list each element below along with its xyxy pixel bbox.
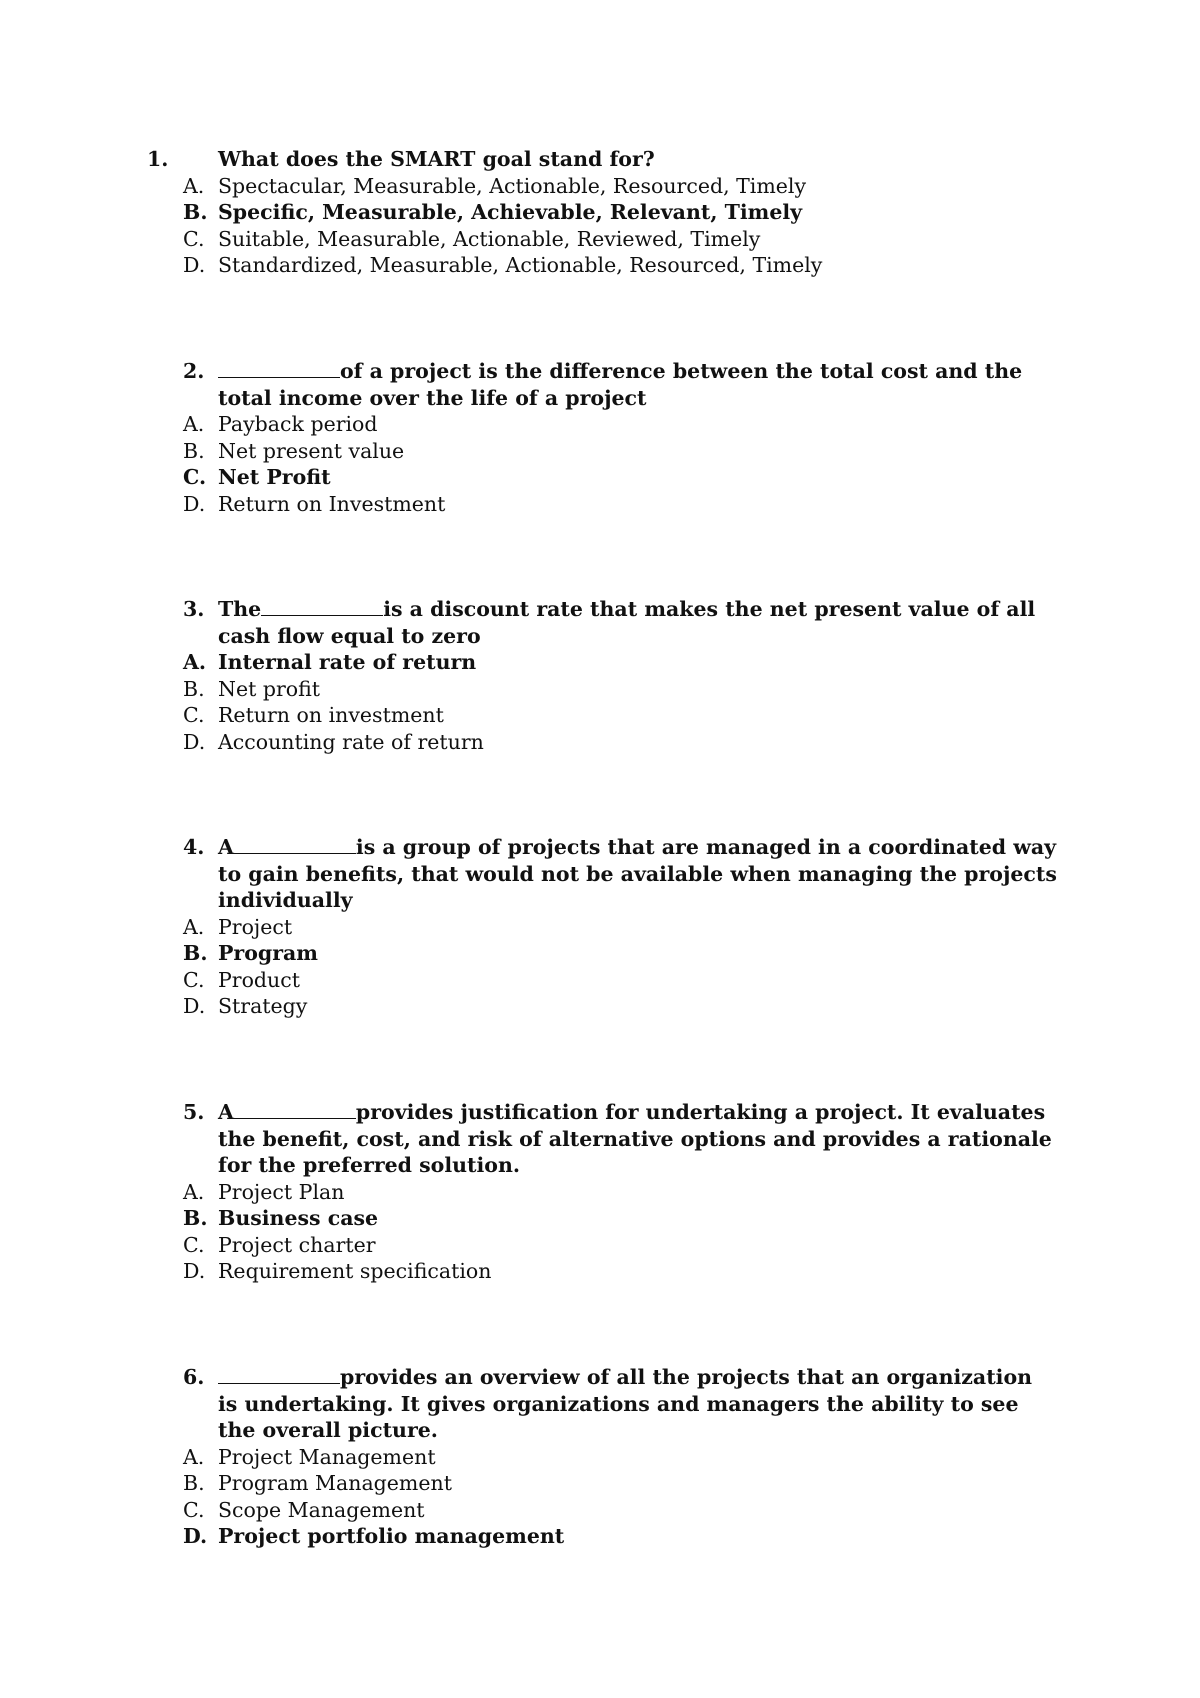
option-b bbox=[0, 676, 1200, 703]
question-text bbox=[218, 1099, 1058, 1179]
option-text: Accounting rate of return bbox=[218, 729, 484, 754]
option-d bbox=[0, 252, 1200, 279]
option-letter: C. bbox=[183, 703, 205, 727]
answer-blank bbox=[234, 1100, 356, 1119]
question-number: 6. bbox=[183, 1365, 205, 1389]
option-letter: A. bbox=[183, 914, 205, 939]
option-letter: D. bbox=[183, 491, 206, 516]
question-text bbox=[218, 146, 1058, 173]
option-letter: D. bbox=[183, 1524, 208, 1548]
question-header bbox=[0, 1099, 1200, 1179]
question-1 bbox=[0, 146, 1200, 279]
question-header bbox=[0, 358, 1200, 411]
option-letter: D. bbox=[183, 1259, 206, 1283]
question-text-before: The bbox=[218, 597, 262, 621]
question-text-before: A bbox=[218, 835, 234, 859]
question-header bbox=[0, 596, 1200, 649]
option-b-correct bbox=[0, 940, 1200, 967]
option-text: Project portfolio management bbox=[218, 1524, 565, 1548]
answer-blank bbox=[218, 359, 340, 378]
option-letter: A. bbox=[183, 173, 205, 198]
question-header bbox=[0, 1364, 1200, 1444]
option-letter: B. bbox=[183, 1471, 205, 1495]
option-letter: B. bbox=[183, 438, 205, 463]
option-letter: B. bbox=[183, 941, 208, 965]
option-c bbox=[0, 702, 1200, 729]
option-text: Scope Management bbox=[218, 1497, 425, 1522]
option-d bbox=[0, 491, 1200, 518]
answer-blank bbox=[218, 1365, 340, 1384]
option-a bbox=[0, 173, 1200, 200]
question-number: 1. bbox=[147, 147, 169, 171]
option-text: Net present value bbox=[218, 438, 405, 463]
option-letter: C. bbox=[183, 226, 205, 251]
option-a bbox=[0, 914, 1200, 941]
question-text-after: is a group of projects that are managed in a coordinated way to gain benefits, that would not be available when managing the projects individually bbox=[218, 835, 1057, 912]
question-number: 2. bbox=[183, 359, 205, 383]
option-text: Project Plan bbox=[218, 1179, 345, 1204]
question-text-after: of a project is the difference between the total cost and the total income over the life of a project bbox=[218, 359, 1023, 410]
option-a bbox=[0, 1179, 1200, 1206]
question-4 bbox=[0, 834, 1200, 1020]
option-letter: D. bbox=[183, 253, 206, 277]
question-text-before: A bbox=[218, 1100, 234, 1124]
option-a-correct bbox=[0, 649, 1200, 676]
option-letter: B. bbox=[183, 1206, 208, 1230]
option-text: Project charter bbox=[218, 1232, 376, 1257]
option-letter: C. bbox=[183, 967, 205, 992]
option-letter: D. bbox=[183, 994, 206, 1018]
option-text: Return on Investment bbox=[218, 491, 446, 516]
question-text-after: provides justification for undertaking a project. It evaluates the benefit, cost, and risk of alternative options and provides a rationale for the preferred solution. bbox=[218, 1100, 1052, 1177]
option-letter: A. bbox=[183, 1444, 205, 1469]
option-c-correct bbox=[0, 464, 1200, 491]
question-text-after: provides an overview of all the projects that an organization is undertaking. It gives organizations and managers the ability to see the overall picture. bbox=[218, 1365, 1033, 1442]
option-c bbox=[0, 1232, 1200, 1259]
option-text: Payback period bbox=[218, 412, 378, 436]
question-5 bbox=[0, 1099, 1200, 1285]
option-d bbox=[0, 1258, 1200, 1285]
option-text: Project Management bbox=[218, 1444, 436, 1469]
option-text: Program Management bbox=[218, 1471, 452, 1495]
option-letter: C. bbox=[183, 465, 207, 489]
option-c bbox=[0, 967, 1200, 994]
option-letter: A. bbox=[183, 1179, 205, 1204]
question-number: 4. bbox=[183, 835, 205, 859]
question-text-after: is a discount rate that makes the net present value of all cash flow equal to zero bbox=[218, 597, 1036, 648]
option-text: Standardized, Measurable, Actionable, Resourced, Timely bbox=[218, 253, 823, 277]
option-letter: A. bbox=[183, 650, 207, 674]
question-text bbox=[218, 1364, 1058, 1444]
answer-blank bbox=[234, 835, 356, 854]
option-a bbox=[0, 1444, 1200, 1471]
option-d bbox=[0, 729, 1200, 756]
option-b bbox=[0, 438, 1200, 465]
question-text bbox=[218, 596, 1058, 649]
option-b bbox=[0, 1470, 1200, 1497]
option-b-correct bbox=[0, 1205, 1200, 1232]
option-a bbox=[0, 411, 1200, 438]
question-text bbox=[218, 834, 1058, 914]
option-letter: A. bbox=[183, 412, 205, 436]
question-2 bbox=[0, 358, 1200, 517]
option-letter: D. bbox=[183, 729, 206, 754]
answer-blank bbox=[261, 597, 383, 616]
option-text: Product bbox=[218, 967, 300, 992]
option-text: Return on investment bbox=[218, 703, 444, 727]
option-letter: B. bbox=[183, 200, 208, 224]
option-text: Net profit bbox=[218, 676, 320, 701]
question-text bbox=[218, 358, 1058, 411]
question-3 bbox=[0, 596, 1200, 755]
option-letter: B. bbox=[183, 676, 205, 701]
option-c bbox=[0, 1497, 1200, 1524]
option-text: Spectacular, Measurable, Actionable, Resourced, Timely bbox=[218, 173, 807, 198]
option-text: Project bbox=[218, 914, 293, 939]
question-number: 3. bbox=[183, 597, 205, 621]
option-b-correct bbox=[0, 199, 1200, 226]
option-text: Requirement specification bbox=[218, 1259, 492, 1283]
question-6 bbox=[0, 1364, 1200, 1550]
question-header bbox=[0, 834, 1200, 914]
option-text: Suitable, Measurable, Actionable, Reviewed, Timely bbox=[218, 226, 761, 251]
option-d-correct bbox=[0, 1523, 1200, 1550]
option-letter: C. bbox=[183, 1497, 205, 1522]
question-header bbox=[0, 146, 1200, 173]
question-number: 5. bbox=[183, 1100, 205, 1124]
option-text: Program bbox=[218, 941, 318, 965]
option-text: Internal rate of return bbox=[218, 650, 477, 674]
option-letter: C. bbox=[183, 1232, 205, 1257]
option-text: Strategy bbox=[218, 994, 308, 1018]
option-text: Business case bbox=[218, 1206, 379, 1230]
question-text-before: What does the SMART goal stand for? bbox=[218, 147, 655, 171]
option-d bbox=[0, 993, 1200, 1020]
option-c bbox=[0, 226, 1200, 253]
option-text: Net Profit bbox=[218, 465, 331, 489]
option-text: Specific, Measurable, Achievable, Relevant, Timely bbox=[218, 200, 803, 224]
